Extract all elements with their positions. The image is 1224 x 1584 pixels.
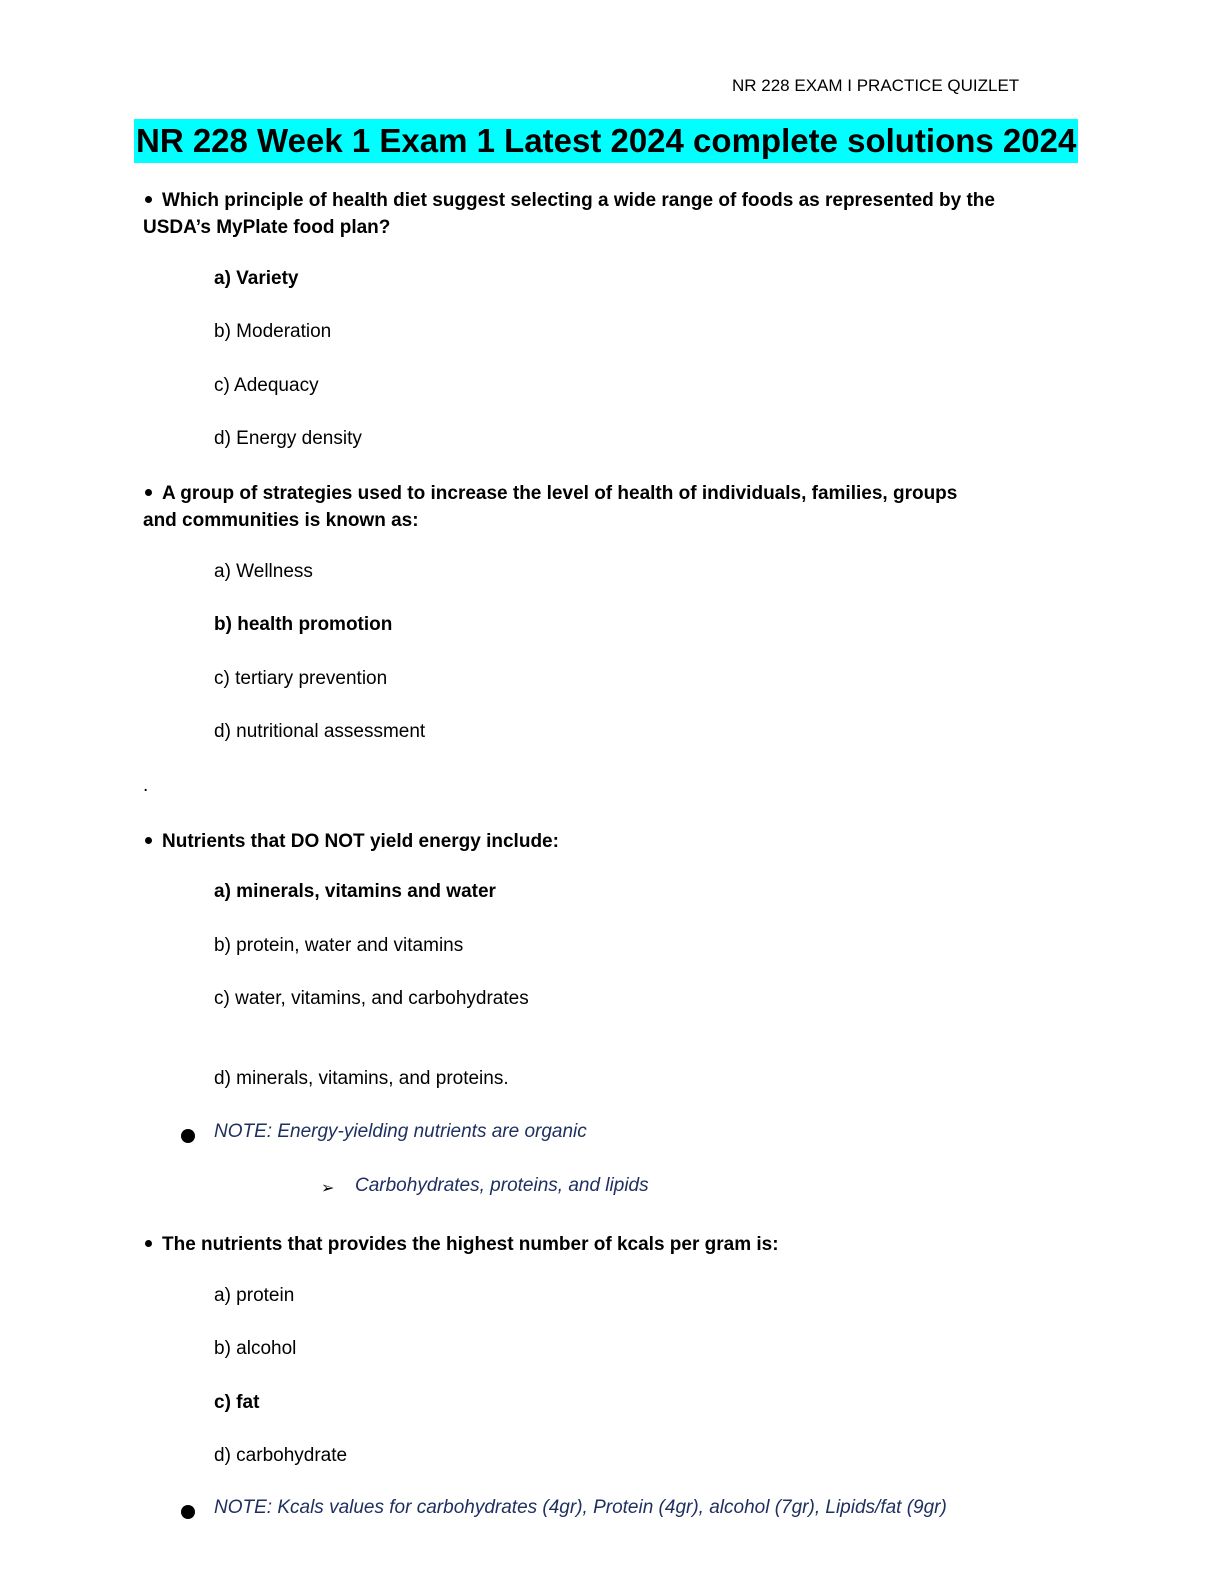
bullet-icon: [145, 489, 152, 496]
note-bullet-icon: [181, 1505, 195, 1519]
question-4-option-d: d) carbohydrate: [214, 1445, 348, 1466]
arrow-bullet-icon: ➢: [321, 1180, 335, 1197]
stray-period: .: [143, 775, 149, 796]
question-3: [143, 828, 559, 855]
question-3-option-a: a) minerals, vitamins and water: [214, 881, 496, 902]
question-4-option-c: c) fat: [214, 1392, 260, 1413]
question-1-option-c: c) Adequacy: [214, 375, 319, 396]
page-title: NR 228 Week 1 Exam 1 Latest 2024 complete solutions 2024: [134, 119, 1078, 163]
question-1-line2: USDA’s MyPlate food plan?: [143, 217, 391, 238]
question-3-subnote: Carbohydrates, proteins, and lipids: [355, 1175, 649, 1196]
question-2-line1: A group of strategies used to increase the level of health of individuals, families, groups: [162, 483, 958, 504]
question-1-line1: Which principle of health diet suggest selecting a wide range of foods as represented by the: [162, 190, 995, 211]
note-bullet-icon: [181, 1129, 195, 1143]
question-2-option-c: c) tertiary prevention: [214, 668, 388, 689]
question-1-option-b: b) Moderation: [214, 321, 332, 342]
question-2-option-b: b) health promotion: [214, 614, 393, 635]
page-header: NR 228 EXAM I PRACTICE QUIZLET: [732, 76, 1020, 95]
question-1-option-a: a) Variety: [214, 268, 299, 289]
question-2-option-a: a) Wellness: [214, 561, 313, 582]
question-4: [143, 1231, 779, 1258]
question-4-note: NOTE: Kcals values for carbohydrates (4gr), Protein (4gr), alcohol (7gr), Lipids/fat (9gr): [214, 1497, 947, 1518]
question-1-option-d: d) Energy density: [214, 428, 362, 449]
question-1: [143, 187, 995, 241]
question-3-option-c: c) water, vitamins, and carbohydrates: [214, 988, 529, 1009]
question-3-option-d: d) minerals, vitamins, and proteins.: [214, 1068, 509, 1089]
bullet-icon: [145, 196, 152, 203]
bullet-icon: [145, 837, 152, 844]
question-3-note: NOTE: Energy-yielding nutrients are organic: [214, 1121, 587, 1142]
question-2: [143, 480, 957, 534]
question-2-line2: and communities is known as:: [143, 510, 419, 531]
question-4-option-b: b) alcohol: [214, 1338, 297, 1359]
question-3-line1: Nutrients that DO NOT yield energy include:: [162, 831, 559, 852]
question-3-option-b: b) protein, water and vitamins: [214, 935, 464, 956]
question-4-line1: The nutrients that provides the highest number of kcals per gram is:: [162, 1234, 779, 1255]
bullet-icon: [145, 1240, 152, 1247]
question-2-option-d: d) nutritional assessment: [214, 721, 426, 742]
question-4-option-a: a) protein: [214, 1285, 295, 1306]
